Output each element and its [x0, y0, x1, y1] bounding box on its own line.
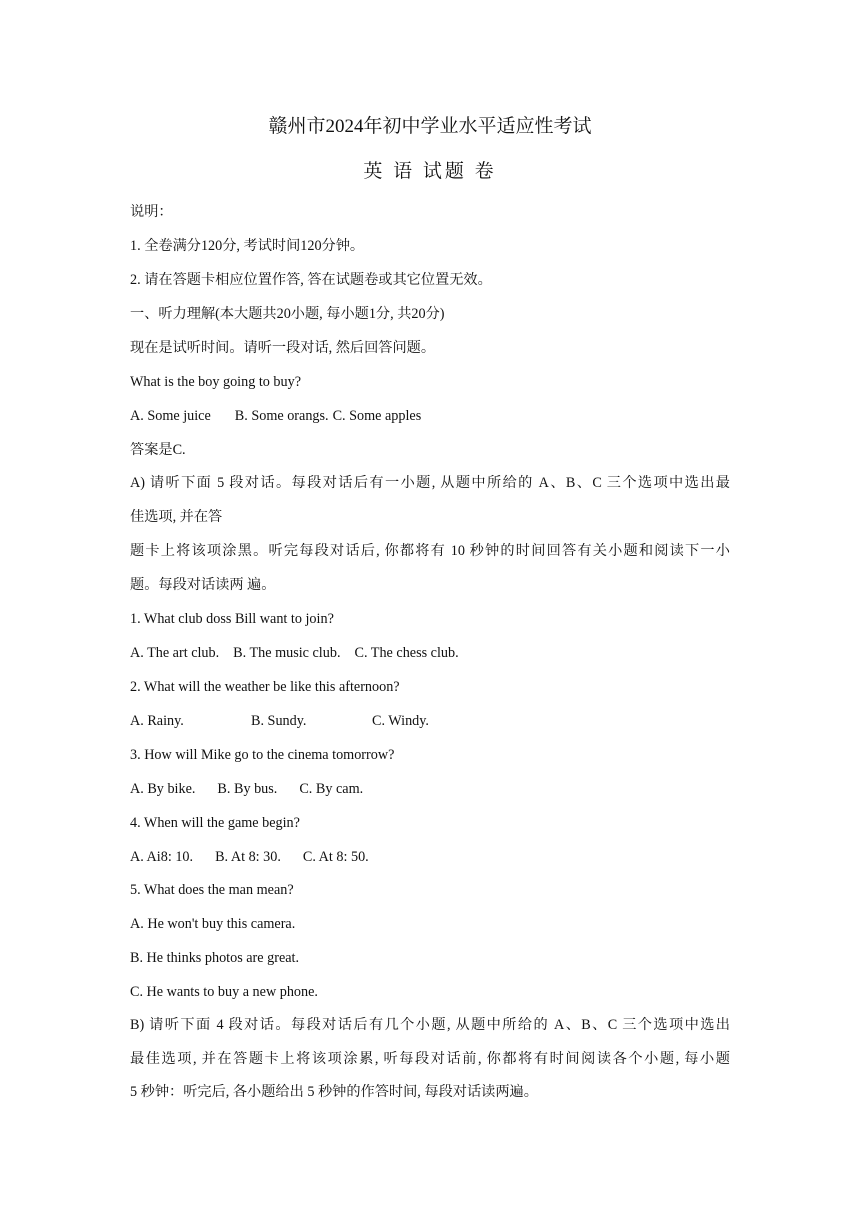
exam-subtitle: 英 语 试题 卷	[363, 161, 497, 182]
partB-instruction-line-2: 最佳选项, 并在答题卡上将该项涂累, 听每段对话前, 你都将有时间阅读各个小题, 每小题	[130, 1051, 730, 1067]
question-1-option-b: B. The music club.	[233, 645, 341, 661]
trial-intro: 现在是试听时间。请听一段对话, 然后回答问题。	[130, 340, 436, 356]
trial-question: What is the boy going to buy?	[130, 374, 302, 390]
question-2-stem: 2. What will the weather be like this afternoon?	[130, 679, 400, 695]
question-5-option-b: B. He thinks photos are great.	[130, 950, 300, 966]
question-3-option-c: C. By cam.	[299, 781, 364, 797]
instructions-heading: 说明：	[130, 204, 173, 220]
question-2-option-a: A. Rainy.	[130, 713, 184, 729]
question-1-option-a: A. The art club.	[130, 645, 220, 661]
partB-instruction-line-3: 5 秒钟：听完后, 各小题给出 5 秒钟的作答时间, 每段对话读两遍。	[130, 1084, 538, 1100]
exam-title: 赣州市2024年初中学业水平适应性考试	[268, 116, 592, 137]
partA-instruction-line-3: 题卡上将该项涂黑。听完每段对话后, 你都将有 10 秒钟的时间回答有关小题和阅读下一小	[130, 543, 730, 559]
trial-option-c: C. Some apples	[332, 408, 422, 424]
question-3-options	[130, 780, 363, 798]
question-2-option-c: C. Windy.	[372, 713, 429, 729]
question-3-option-a: A. By bike.	[130, 781, 196, 797]
trial-option-a: A. Some juice	[130, 408, 211, 424]
question-2-option-b: B. Sundy.	[251, 713, 307, 729]
partA-instruction-line-4: 题。每段对话读两 遍。	[130, 577, 276, 593]
section1-heading: 一、听力理解(本大题共20小题, 每小题1分, 共20分)	[130, 306, 445, 322]
partB-instruction-line-1: B) 请听下面 4 段对话。每段对话后有几个小题, 从题中所给的 A、B、C 三个选项中选出	[130, 1017, 730, 1033]
question-1-option-c: C. The chess club.	[354, 645, 459, 661]
instruction-item-1: 1. 全卷满分120分, 考试时间120分钟。	[130, 238, 365, 254]
question-4-option-a: A. Ai8: 10.	[130, 849, 194, 865]
question-3-stem: 3. How will Mike go to the cinema tomorrow?	[130, 747, 395, 763]
question-4-stem: 4. When will the game begin?	[130, 815, 300, 831]
instruction-item-2: 2. 请在答题卡相应位置作答, 答在试题卷或其它位置无效。	[130, 272, 492, 288]
partA-instruction-line-2: 佳选项, 并在答	[130, 509, 223, 525]
question-5-stem: 5. What does the man mean?	[130, 882, 294, 898]
trial-answer: 答案是C.	[130, 442, 186, 458]
trial-options	[130, 407, 421, 425]
question-5-option-a: A. He won't buy this camera.	[130, 916, 296, 932]
question-5-option-c: C. He wants to buy a new phone.	[130, 984, 318, 1000]
question-4-option-b: B. At 8: 30.	[215, 849, 281, 865]
trial-option-b: B. Some orangs.	[234, 408, 329, 424]
question-1-stem: 1. What club doss Bill want to join?	[130, 611, 334, 627]
question-1-options	[130, 644, 459, 662]
question-3-option-b: B. By bus.	[217, 781, 278, 797]
partA-instruction-line-1: A) 请听下面 5 段对话。每段对话后有一小题, 从题中所给的 A、B、C 三个选项中选出最	[130, 475, 730, 491]
question-4-options	[130, 848, 369, 866]
question-4-option-c: C. At 8: 50.	[302, 849, 369, 865]
